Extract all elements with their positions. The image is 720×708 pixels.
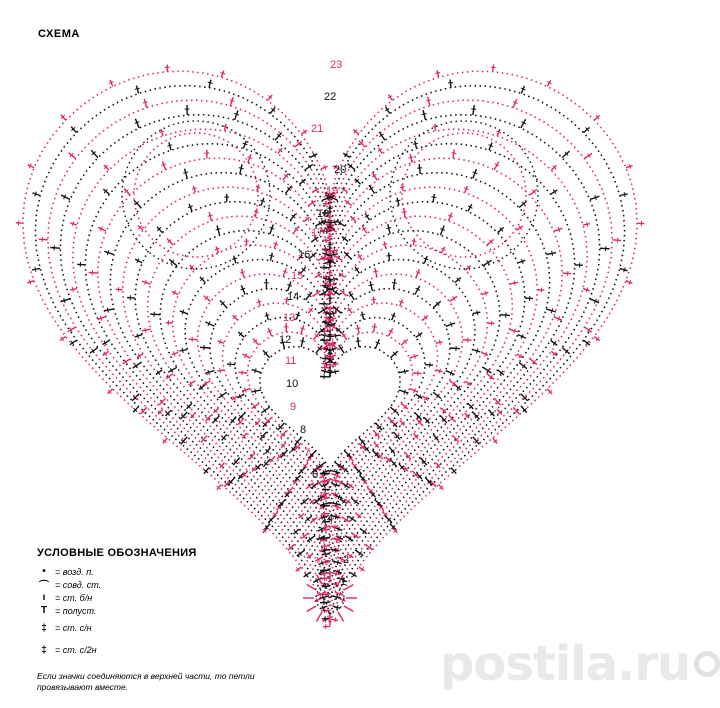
lobe-ring [390,121,538,269]
stitch-mark [135,335,143,337]
center-stitch [317,612,323,622]
stitch-crossbar [552,251,553,256]
stitch-crossbar [409,157,414,158]
round-number-3: 3 [335,534,342,546]
watermark-logo-icon [694,651,720,677]
stitch-mark [433,194,434,202]
stitch-crossbar [624,192,625,197]
stitch-mark [288,282,291,291]
legend-row-single-crochet [37,591,297,604]
lobe-ring [122,121,270,269]
stitch-mark [374,323,375,332]
stitch-crossbar [208,215,213,216]
stitch-mark [127,298,135,299]
stitch-crossbar [265,315,270,316]
stitch-mark [453,150,454,159]
stitch-crossbar [426,100,431,101]
stitch-crossbar [373,271,378,272]
stitch-mark [413,238,414,245]
stitch-mark [428,97,430,106]
stitch-mark [98,317,107,320]
stitch-crossbar [392,283,397,284]
chain-dot-icon: • [42,566,46,577]
round-number-22: 22 [324,91,337,103]
stitch-crossbar [143,102,148,103]
stitch-crossbar [216,229,221,230]
stitch-crossbar [220,368,221,373]
stitch-mark [217,370,224,371]
stitch-mark [473,105,475,115]
stitch-crossbar [35,267,36,272]
round-number-17: 17 [311,227,324,239]
stitch-mark [268,516,275,523]
stitch-mark [399,371,409,373]
chart-title: СХЕМА [38,28,80,40]
stitch-mark [388,224,390,234]
round-number-19: 19 [326,185,339,197]
stitch-mark [389,253,390,261]
round-number-14: 14 [287,291,300,303]
stitch-mark [242,388,251,391]
stitch-crossbar [431,197,436,198]
stitch-crossbar [107,308,108,313]
stitch-crossbar [417,168,422,169]
stitch-mark [241,285,245,294]
stitch-mark [180,412,187,419]
stitch-mark [137,86,139,94]
stitch-mark [340,290,346,296]
stitch-mark [150,314,160,315]
stitch-mark [189,339,198,340]
stitch-mark [390,459,397,467]
stitch-mark [351,217,356,222]
double-crochet-icon: ‡ [41,622,47,634]
stitch-mark [271,253,273,261]
stitch-mark [509,282,518,284]
round-number-10: 10 [286,378,299,390]
stitch-mark [252,370,262,373]
stitch-mark [394,279,396,289]
stitch-crossbar [400,187,405,188]
stitch-mark [450,80,451,88]
stitch-mark [230,97,233,106]
stitch-mark [235,111,238,120]
stitch-crossbar [335,618,336,623]
stitch-crossbar [334,524,335,529]
stitch-crossbar [356,328,361,329]
round-number-2: 2 [343,554,350,566]
stitch-mark [180,350,188,352]
legend-text-slip-stitch: = совд. ст. [55,579,102,590]
stitch-mark [240,164,242,174]
stitch-mark [133,407,139,413]
round-number-15: 15 [291,270,304,282]
stitch-mark [331,619,338,621]
stitch-crossbar [145,328,146,333]
stitch-mark [185,169,188,179]
legend-text-double-crochet: = ст. с/н [55,623,92,633]
stitch-mark [166,410,172,416]
stitch-mark [637,223,644,224]
stitch-crossbar [387,256,392,257]
round-number-18: 18 [317,208,330,220]
stitch-mark [220,300,227,307]
stitch-mark [227,364,235,365]
stitch-crossbar [491,67,496,68]
stitch-mark [493,65,494,72]
center-stitch [307,585,317,591]
stitch-crossbar [395,200,400,201]
stitch-mark [242,269,244,278]
stitch-mark [266,312,268,320]
stitch-crossbar [335,369,336,374]
stitch-mark [487,323,494,324]
stitch-mark [546,253,556,255]
stitch-mark [376,339,380,348]
stitch-mark [562,273,571,274]
stitch-mark [320,570,330,571]
stitch-crossbar [471,109,476,110]
stitch-mark [263,350,270,357]
stitch-mark [214,408,219,413]
stitch-crossbar [448,83,453,84]
stitch-mark [321,546,330,547]
round-number-8: 8 [300,424,307,436]
stitch-mark [410,355,419,358]
stitch-crossbar [182,348,183,353]
center-stitch [344,606,354,612]
stitch-mark [283,268,286,277]
stitch-mark [200,347,210,348]
stitch-mark [425,365,433,366]
stitch-crossbar [167,145,172,146]
stitch-mark [402,184,404,191]
stitch-crossbar [439,340,440,345]
stitch-mark [142,281,151,284]
stitch-mark [583,224,590,225]
round-number-1: 1 [340,576,347,588]
stitch-mark [509,329,518,332]
stitch-crossbar [514,281,515,286]
watermark [440,636,720,692]
half-double-crochet-icon: T [40,605,48,616]
round-number-13: 13 [283,312,296,324]
stitch-crossbar [239,168,244,169]
stitch-mark [217,225,220,235]
stitch-crossbar [335,478,336,483]
legend-row-half-double [37,604,297,617]
stitch-crossbar [371,299,376,300]
stitch-mark [370,281,372,291]
stitch-mark [224,124,226,131]
legend-note: Если значки соединяются в верхней части, то петли провязывают вместе. [37,671,255,692]
stitch-mark [161,129,163,136]
stitch-mark [450,348,460,349]
stitch-mark [521,394,528,401]
stitch-crossbar [300,341,305,342]
stitch-mark [410,154,412,163]
stitch-crossbar [254,212,259,213]
stitch-mark [104,309,114,311]
stitch-mark [77,264,85,265]
round-number-20: 20 [334,164,347,176]
stitch-crossbar [356,341,361,342]
lobe-opening [402,133,526,257]
stitch-mark [321,578,330,579]
stitch-crossbar [404,369,405,374]
stitch-mark [358,337,359,347]
stitch-mark [39,239,48,240]
stitch-mark [590,196,600,199]
legend [37,547,297,693]
stitch-crossbar [477,310,478,315]
round-number-12: 12 [279,334,292,346]
stitch-mark [397,198,399,206]
stitch-crossbar [323,595,324,600]
stitch-mark [436,342,443,343]
stitch-mark [116,289,123,290]
stitch-mark [144,99,146,108]
single-crochet-icon: ı [42,592,46,603]
stitch-crossbar [135,88,140,89]
round-number-7: 7 [304,447,311,459]
stitch-mark [169,142,171,150]
round-number-16: 16 [298,249,311,261]
stitch-mark [70,289,77,290]
stitch-mark [194,186,196,193]
round-number-11: 11 [285,355,297,367]
stitch-mark [89,273,98,274]
center-stitch [338,612,344,622]
legend-text-half-double: = полуст. [55,605,97,616]
stitch-crossbar [269,255,274,256]
legend-text-single-crochet: = ст. б/н [55,592,93,603]
stitch-crossbar [386,228,391,229]
stitch-mark [423,110,425,120]
stitch-mark [205,371,215,374]
stitch-crossbar [372,327,377,328]
round-number-21: 21 [311,123,324,135]
stitch-mark [104,251,114,254]
stitch-mark [575,265,583,266]
stitch-crossbar [382,244,387,245]
stitch-crossbar [369,285,374,286]
stitch-crossbar [337,560,338,565]
stitch-mark [331,503,341,505]
stitch-crossbar [208,82,213,83]
round-number-4: 4 [327,513,334,525]
stitch-crossbar [257,301,262,302]
stitch-mark [620,268,628,270]
stitch-mark [388,418,394,425]
stitch-mark [385,516,392,523]
stitch-crossbar [422,114,427,115]
round-number-9: 9 [290,401,297,413]
stitch-mark [253,339,259,346]
stitch-mark [239,372,248,373]
stitch-crossbar [333,282,334,287]
stitch-mark [612,240,621,241]
stitch-mark [554,228,563,231]
stitch-mark [354,467,361,474]
stitch-crossbar [192,188,197,189]
legend-row-treble-crochet [37,639,297,661]
stitch-mark [463,340,472,341]
stitch-mark [321,610,330,611]
stitch-crossbar [334,248,335,253]
lobe-opening [134,133,258,257]
stitch-mark [16,223,23,224]
stitch-crossbar [255,389,256,394]
stitch-crossbar [587,222,588,227]
stitch-mark [600,248,610,249]
stitch-mark [437,70,439,77]
stitch-crossbar [435,73,440,74]
stitch-mark [446,323,456,326]
round-number-23: 23 [330,59,343,71]
stitch-mark [331,470,341,473]
stitch-mark [399,390,409,393]
stitch-mark [50,248,60,249]
stitch-mark [209,80,211,88]
stitch-mark [546,309,556,312]
stitch-mark [248,154,251,163]
stitch-mark [413,373,422,374]
stitch-mark [333,606,341,608]
stitch-crossbar [336,571,337,576]
stitch-mark [355,179,361,185]
stitch-crossbar [333,311,334,316]
stitch-crossbar [412,241,417,242]
stitch-mark [167,239,173,246]
legend-row-double-crochet [37,617,297,639]
stitch-mark [384,241,386,248]
stitch-crossbar [451,153,456,154]
stitch-crossbar [360,314,365,315]
treble-crochet-icon: ‡ [41,644,47,656]
stitch-mark [209,212,211,221]
round-number-5: 5 [320,491,327,503]
stitch-mark [132,394,139,401]
legend-text-treble-crochet: = ст. с/2н [55,645,97,655]
stitch-mark [320,602,330,603]
stitch-mark [278,423,285,430]
stitch-mark [135,119,139,128]
stitch-crossbar [325,362,326,367]
stitch-mark [375,268,377,277]
stitch-mark [320,538,330,539]
stitch-mark [373,297,374,304]
stitch-mark [362,312,364,320]
legend-row-chain [37,565,297,578]
stitch-mark [415,141,417,149]
stitch-crossbar [337,605,338,610]
stitch-mark [230,417,235,423]
stitch-mark [251,390,261,392]
stitch-crossbar [324,333,325,338]
stitch-mark [322,618,330,619]
stitch-mark [142,329,151,331]
stitch-crossbar [402,212,407,213]
stitch-mark [435,124,436,131]
stitch-mark [32,268,40,270]
stitch-mark [357,325,359,334]
stitch-mark [301,337,303,347]
stitch-mark [473,312,481,314]
legend-row-slip-stitch [37,578,297,591]
stitch-mark [234,256,236,264]
center-stitch [307,606,317,612]
stitch-mark [213,416,220,423]
stitch-crossbar [240,272,245,273]
stitch-mark [440,226,444,235]
stitch-mark [419,164,420,174]
stitch-crossbar [336,595,337,600]
slip-stitch-icon: ⌒ [39,581,49,592]
stitch-mark [270,225,273,234]
stitch-mark [620,194,628,196]
stitch-mark [91,150,98,157]
stitch-mark [405,453,411,460]
stitch-crossbar [72,287,73,292]
stitch-crossbar [183,172,188,173]
round-number-6: 6 [312,469,319,481]
stitch-mark [301,325,304,333]
stitch-crossbar [159,131,164,132]
stitch-mark [108,389,113,394]
stitch-mark [500,315,510,316]
stitch-mark [525,298,533,299]
stitch-mark [330,479,339,481]
stitch-crossbar [326,252,327,257]
stitch-mark [258,299,260,306]
stitch-mark [124,189,130,196]
stitch-mark [473,350,481,352]
watermark-text: postila.ru [440,636,691,692]
legend-text-chain: = возд. п. [55,566,94,577]
stitch-crossbar [413,143,418,144]
legend-title: УСЛОВНЫЕ ОБОЗНАЧЕНИЯ [37,547,197,559]
